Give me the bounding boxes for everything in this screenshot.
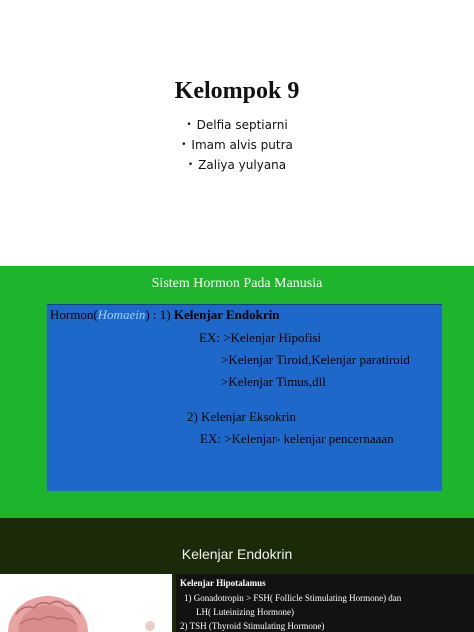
- member-item: [0, 115, 474, 135]
- bullet-icon: •: [181, 140, 187, 150]
- slide-kelenjar-endokrin-title: Kelenjar Endokrin: [181, 546, 293, 562]
- hormon-content-box: [47, 304, 442, 491]
- endokrin-heading: Kelenjar Endokrin: [173, 307, 280, 322]
- member-name: Imam alvis putra: [191, 138, 293, 152]
- bullet-icon: •: [186, 120, 192, 130]
- endokrin-example: >Kelenjar Timus,dll: [221, 374, 326, 389]
- brain-illustration: [0, 574, 172, 632]
- endokrin-example: EX: >Kelenjar Hipofisi: [199, 330, 322, 345]
- member-item: [0, 135, 474, 155]
- slide-sistem-hormon-title: Sistem Hormon Pada Manusia: [151, 276, 323, 291]
- slide-kelenjar-endokrin: [0, 518, 474, 632]
- hipotalamus-line: 1) Gonadotropin > FSH( Follicle Stimulating Hormone) dan: [184, 593, 402, 603]
- hipotalamus-info-panel: [176, 574, 474, 632]
- member-item: [0, 155, 474, 175]
- bullet-icon: •: [187, 160, 194, 170]
- member-name: Zaliya yulyana: [198, 158, 287, 172]
- eksokrin-example: EX: >Kelenjar- kelenjar pencernaaan: [200, 431, 394, 446]
- endokrin-example: >Kelenjar Tiroid,Kelenjar paratiroid: [221, 352, 410, 367]
- hipotalamus-line: LH( Luteinizing Hormone): [196, 607, 294, 617]
- hipotalamus-line: 2) TSH (Thyroid Stimulating Hormone): [180, 621, 325, 631]
- hormon-greek: Homaein: [97, 307, 146, 322]
- hormon-prefix: Hormon(: [50, 307, 98, 322]
- hipotalamus-heading: Kelenjar Hipotalamus: [180, 578, 266, 588]
- member-name: Delfia septiarni: [196, 118, 288, 132]
- hormon-line: [50, 307, 279, 323]
- brain-image: [0, 574, 172, 632]
- slide-sistem-hormon: [0, 266, 474, 518]
- member-list: [0, 115, 474, 175]
- slide-title-heading: Kelompok 9: [174, 78, 300, 104]
- hormon-suffix: ) : 1): [145, 307, 174, 322]
- slide-title: [0, 0, 474, 266]
- eksokrin-heading: 2) Kelenjar Eksokrin: [187, 409, 297, 424]
